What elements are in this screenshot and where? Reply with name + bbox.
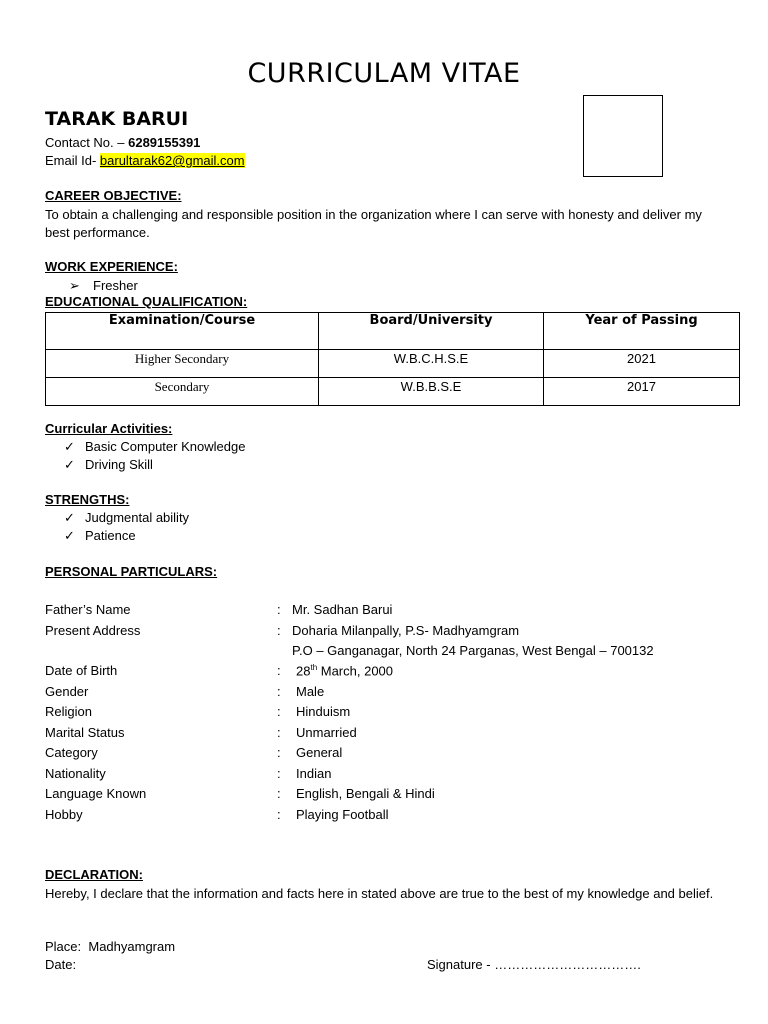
document-title: CURRICULAM VITAE xyxy=(247,58,521,89)
language-value: English, Bengali & Hindi xyxy=(296,786,435,801)
candidate-name: TARAK BARUI xyxy=(45,108,189,130)
separator: : xyxy=(277,786,281,801)
list-item-text: Basic Computer Knowledge xyxy=(85,439,246,454)
dob-day: 28 xyxy=(296,663,311,679)
gender-label: Gender xyxy=(45,684,89,699)
separator: : xyxy=(277,623,281,638)
education-table xyxy=(45,312,740,406)
check-icon: ✓ xyxy=(64,439,75,454)
declaration-text: Hereby, I declare that the information and facts here in stated above are true to the best of my knowledge and belief. xyxy=(45,886,714,901)
photo-placeholder xyxy=(583,95,663,177)
list-item-text: Driving Skill xyxy=(85,457,153,472)
separator: : xyxy=(277,725,281,740)
gender-value: Male xyxy=(296,684,325,699)
work-experience-item xyxy=(69,278,138,294)
list-item-text: Patience xyxy=(85,528,136,543)
separator: : xyxy=(277,807,281,822)
religion-label: Religion xyxy=(45,704,92,719)
list-item xyxy=(64,528,136,544)
religion-value: Hinduism xyxy=(296,704,351,719)
nationality-value: Indian xyxy=(296,766,332,781)
separator: : xyxy=(277,745,281,760)
check-icon: ✓ xyxy=(64,528,75,543)
table-cell: 2017 xyxy=(544,378,740,406)
list-item xyxy=(64,439,245,455)
address-line-2: P.O – Ganganagar, North 24 Parganas, West Bengal – 700132 xyxy=(292,643,654,658)
dob-suffix: th xyxy=(310,663,318,672)
check-icon: ✓ xyxy=(64,457,75,472)
separator: : xyxy=(277,663,281,678)
contact-line xyxy=(45,135,200,150)
marital-value: Unmarried xyxy=(296,725,357,740)
column-header: Year of Passing xyxy=(544,313,740,350)
dob-month-year: March, 2000 xyxy=(317,663,394,679)
career-objective-heading: CAREER OBJECTIVE: xyxy=(45,188,182,203)
hobby-value: Playing Football xyxy=(296,807,389,822)
table-cell: Secondary xyxy=(46,378,319,406)
dob-value xyxy=(296,663,393,678)
language-label: Language Known xyxy=(45,786,147,801)
column-header: Examination/Course xyxy=(46,313,319,350)
table-cell: W.B.C.H.S.E xyxy=(319,350,544,378)
category-label: Category xyxy=(45,745,98,760)
marital-label: Marital Status xyxy=(45,725,125,740)
separator: : xyxy=(277,684,281,699)
contact-label: Contact No. – xyxy=(45,135,129,150)
father-label: Father’s Name xyxy=(45,602,131,617)
list-item-text: Judgmental ability xyxy=(85,510,190,525)
date-label: Date: xyxy=(45,957,77,972)
email-line xyxy=(45,153,245,168)
education-heading: EDUCATIONAL QUALIFICATION: xyxy=(45,294,248,309)
separator: : xyxy=(277,602,281,617)
personal-heading: PERSONAL PARTICULARS: xyxy=(45,564,218,579)
email-link[interactable]: barultarak62@gmail.com xyxy=(99,153,245,168)
place-value: Madhyamgram xyxy=(88,939,176,954)
table-cell: Higher Secondary xyxy=(46,350,319,378)
declaration-heading: DECLARATION: xyxy=(45,867,143,882)
strengths-heading: STRENGTHS: xyxy=(45,492,130,507)
category-value: General xyxy=(296,745,343,760)
dob-label: Date of Birth xyxy=(45,663,118,678)
separator: : xyxy=(277,704,281,719)
table-header-row xyxy=(46,313,740,350)
list-item xyxy=(64,510,189,526)
signature-line: Signature - ……………………………. xyxy=(427,957,641,972)
curricular-heading: Curricular Activities: xyxy=(45,421,173,436)
place-label: Place: xyxy=(45,939,82,954)
career-objective-text: To obtain a challenging and responsible position in the organization where I can serve with honesty and deliver my best performance. xyxy=(45,207,702,240)
contact-number: 6289155391 xyxy=(128,135,201,150)
arrow-bullet-icon: ➢ xyxy=(69,278,80,293)
work-experience-text: Fresher xyxy=(93,278,138,293)
separator: : xyxy=(277,766,281,781)
place-line xyxy=(45,939,175,954)
address-label: Present Address xyxy=(45,623,141,638)
table-row xyxy=(46,350,740,378)
email-label: Email Id- xyxy=(45,153,100,168)
table-cell: 2021 xyxy=(544,350,740,378)
list-item xyxy=(64,457,153,473)
check-icon: ✓ xyxy=(64,510,75,525)
hobby-label: Hobby xyxy=(45,807,83,822)
column-header: Board/University xyxy=(319,313,544,350)
address-line-1: Doharia Milanpally, P.S- Madhyamgram xyxy=(292,623,520,638)
table-row xyxy=(46,378,740,406)
work-experience-heading: WORK EXPERIENCE: xyxy=(45,259,178,274)
father-value: Mr. Sadhan Barui xyxy=(292,602,393,617)
nationality-label: Nationality xyxy=(45,766,106,781)
table-cell: W.B.B.S.E xyxy=(319,378,544,406)
